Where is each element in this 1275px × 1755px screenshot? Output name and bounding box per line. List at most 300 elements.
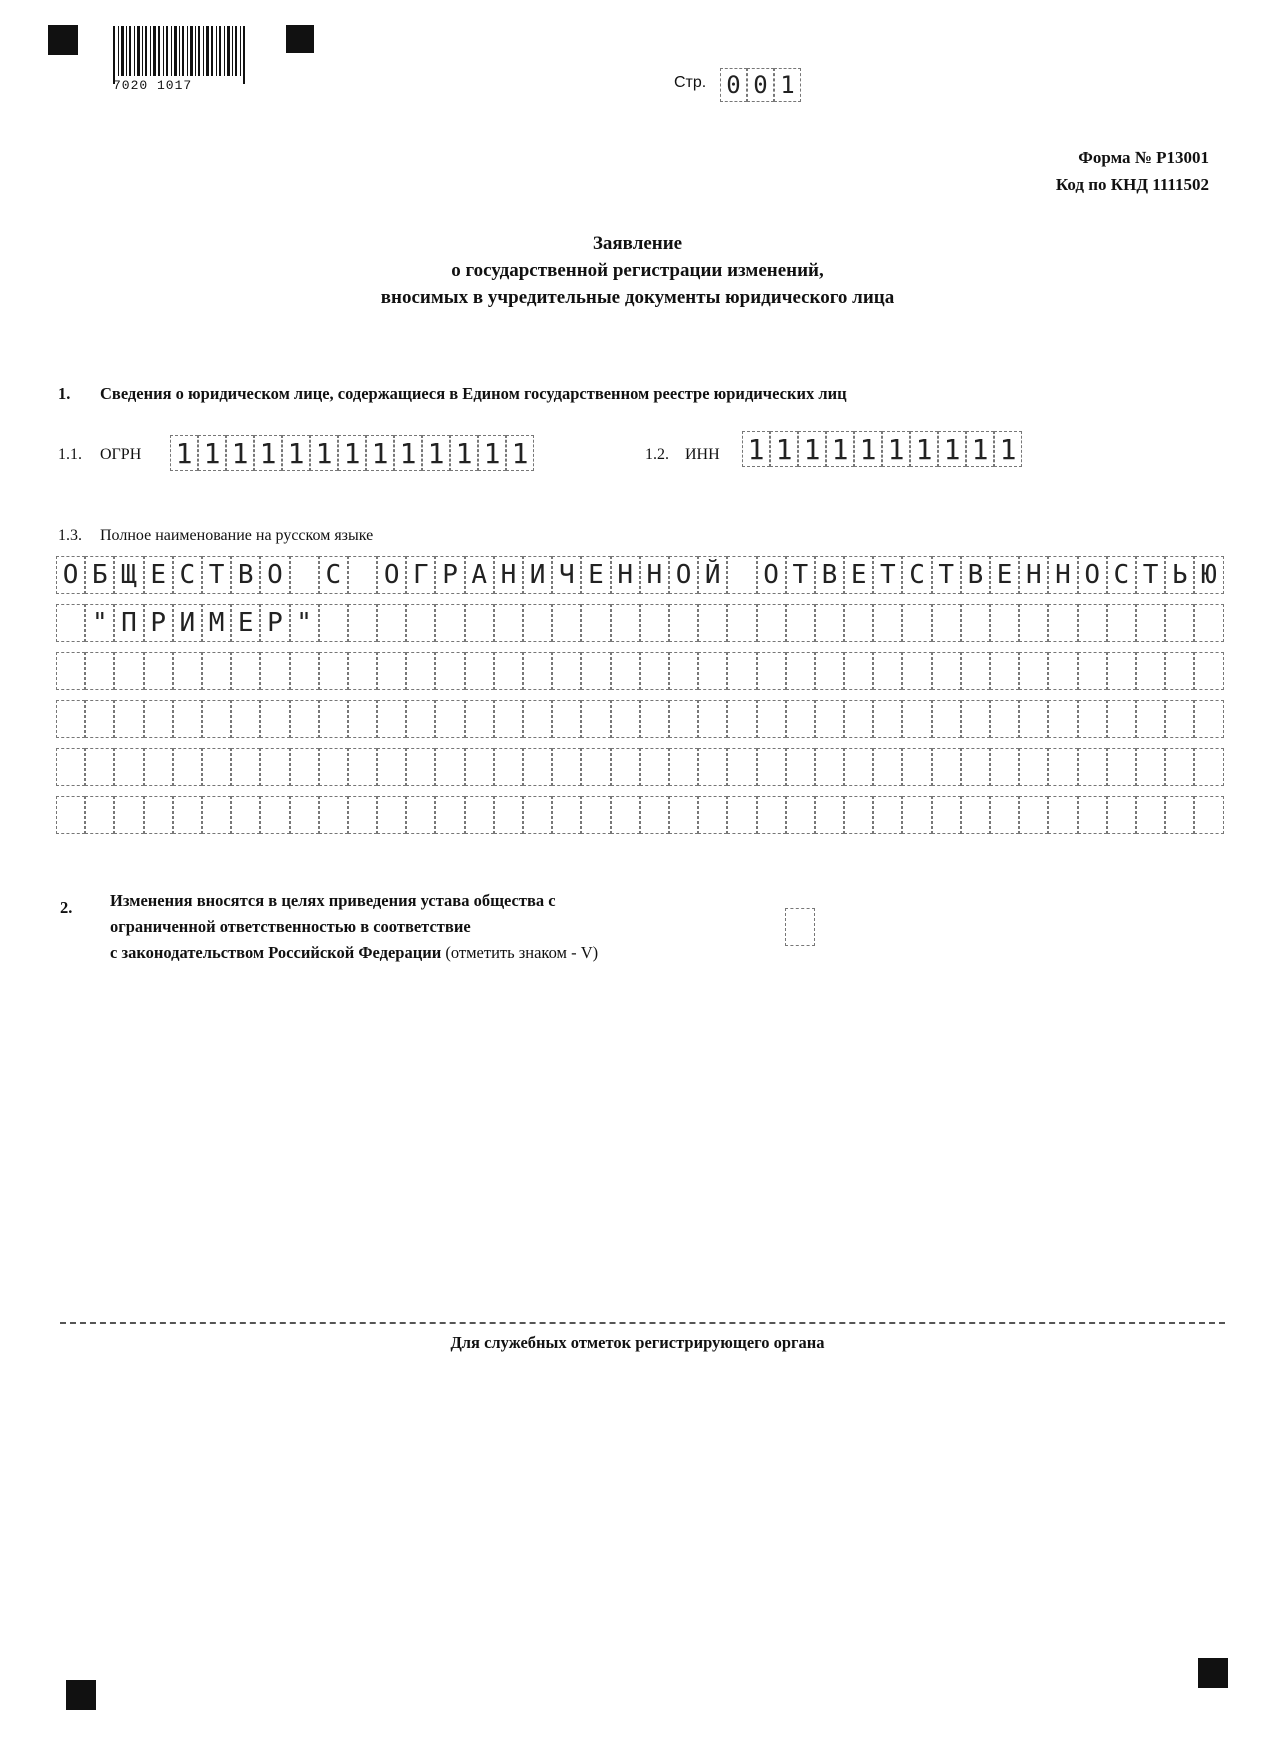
digit-cell[interactable]: 1 — [450, 435, 478, 471]
title-line-1: Заявление — [592, 233, 683, 254]
name-char-cell[interactable]: О — [260, 556, 289, 594]
digit-cell[interactable]: 1 — [394, 435, 422, 471]
name-char-cell[interactable] — [173, 652, 202, 690]
name-char-cell[interactable] — [1078, 652, 1107, 690]
name-row — [56, 748, 1224, 786]
name-char-cell[interactable] — [932, 604, 961, 642]
name-char-cell[interactable] — [523, 604, 552, 642]
name-char-cell[interactable] — [873, 796, 902, 834]
name-char-cell[interactable] — [1019, 748, 1048, 786]
digit-cell[interactable]: 1 — [226, 435, 254, 471]
name-char-cell[interactable] — [319, 748, 348, 786]
digit-cell[interactable]: 1 — [282, 435, 310, 471]
name-char-cell[interactable]: Н — [494, 556, 523, 594]
name-char-cell[interactable] — [611, 700, 640, 738]
name-char-cell[interactable] — [552, 700, 581, 738]
name-char-cell[interactable] — [727, 652, 756, 690]
name-char-cell[interactable] — [114, 748, 143, 786]
name-char-cell[interactable]: В — [961, 556, 990, 594]
name-char-cell[interactable] — [494, 604, 523, 642]
name-char-cell[interactable] — [1048, 700, 1077, 738]
name-char-cell[interactable] — [465, 796, 494, 834]
name-char-cell[interactable] — [1048, 652, 1077, 690]
name-char-cell[interactable] — [494, 748, 523, 786]
name-char-cell[interactable]: С — [1107, 556, 1136, 594]
name-char-cell[interactable]: О — [1078, 556, 1107, 594]
name-char-cell[interactable]: Н — [611, 556, 640, 594]
name-char-cell[interactable] — [990, 652, 1019, 690]
name-char-cell[interactable] — [1136, 652, 1165, 690]
digit-cell[interactable]: 1 — [310, 435, 338, 471]
name-char-cell[interactable] — [494, 652, 523, 690]
digit-cell[interactable]: 1 — [338, 435, 366, 471]
name-char-cell[interactable]: О — [757, 556, 786, 594]
name-char-cell[interactable]: И — [523, 556, 552, 594]
full-name-label: Полное наименование на русском языке — [100, 527, 374, 544]
name-char-cell[interactable]: Б — [85, 556, 114, 594]
name-char-cell[interactable] — [260, 796, 289, 834]
full-name-label-number: 1.3. — [58, 527, 82, 544]
name-char-cell[interactable] — [465, 652, 494, 690]
digit-cell[interactable]: 1 — [882, 431, 910, 467]
name-char-cell[interactable]: Ю — [1194, 556, 1223, 594]
name-char-cell[interactable]: Н — [1019, 556, 1048, 594]
name-char-cell[interactable]: Г — [406, 556, 435, 594]
name-char-cell[interactable] — [56, 700, 85, 738]
name-char-cell[interactable] — [727, 796, 756, 834]
name-char-cell[interactable] — [961, 652, 990, 690]
digit-cell[interactable]: 1 — [422, 435, 450, 471]
name-char-cell[interactable] — [406, 748, 435, 786]
corner-marker-top-right — [286, 25, 314, 53]
name-char-cell[interactable] — [552, 604, 581, 642]
name-char-cell[interactable] — [727, 748, 756, 786]
name-char-cell[interactable] — [669, 652, 698, 690]
ogrn-cells[interactable] — [170, 435, 534, 471]
name-char-cell[interactable] — [290, 652, 319, 690]
name-char-cell[interactable]: Н — [640, 556, 669, 594]
name-char-cell[interactable] — [1078, 748, 1107, 786]
name-char-cell[interactable] — [961, 796, 990, 834]
name-char-cell[interactable] — [990, 748, 1019, 786]
name-char-cell[interactable] — [144, 796, 173, 834]
name-char-cell[interactable] — [290, 748, 319, 786]
name-char-cell[interactable] — [844, 796, 873, 834]
name-char-cell[interactable] — [523, 796, 552, 834]
name-char-cell[interactable] — [406, 796, 435, 834]
name-char-cell[interactable] — [815, 700, 844, 738]
name-char-cell[interactable] — [56, 748, 85, 786]
name-char-cell[interactable]: Й — [698, 556, 727, 594]
name-char-cell[interactable]: Е — [844, 556, 873, 594]
digit-cell[interactable]: 1 — [798, 431, 826, 467]
section-2-line-2: ограниченной ответственностью в соответствие — [110, 917, 471, 936]
name-char-cell[interactable] — [435, 796, 464, 834]
name-char-cell[interactable] — [1048, 748, 1077, 786]
corner-marker-top-left — [48, 25, 78, 55]
name-char-cell[interactable] — [581, 748, 610, 786]
page-number-cells — [720, 68, 801, 102]
name-char-cell[interactable]: Т — [202, 556, 231, 594]
name-char-cell[interactable] — [581, 796, 610, 834]
name-char-cell[interactable]: Ч — [552, 556, 581, 594]
digit-cell[interactable]: 1 — [854, 431, 882, 467]
name-char-cell[interactable] — [757, 796, 786, 834]
name-char-cell[interactable] — [1194, 700, 1223, 738]
page-digit-cell: 1 — [774, 68, 801, 102]
name-char-cell[interactable]: Ь — [1165, 556, 1194, 594]
name-char-cell[interactable]: Р — [144, 604, 173, 642]
name-char-cell[interactable] — [902, 652, 931, 690]
name-char-cell[interactable] — [56, 604, 85, 642]
name-char-cell[interactable] — [757, 652, 786, 690]
name-row — [56, 700, 1224, 738]
name-char-cell[interactable] — [932, 700, 961, 738]
name-char-cell[interactable] — [348, 556, 377, 594]
name-char-cell[interactable] — [932, 748, 961, 786]
digit-cell[interactable]: 1 — [770, 431, 798, 467]
name-char-cell[interactable] — [290, 556, 319, 594]
page-digit-cell: 0 — [720, 68, 747, 102]
name-char-cell[interactable] — [494, 796, 523, 834]
name-char-cell[interactable] — [85, 748, 114, 786]
name-char-cell[interactable] — [523, 652, 552, 690]
knd-code: Код по КНД 1111502 — [1055, 175, 1209, 194]
digit-cell[interactable]: 1 — [826, 431, 854, 467]
name-char-cell[interactable] — [786, 652, 815, 690]
name-char-cell[interactable] — [786, 700, 815, 738]
digit-cell[interactable]: 1 — [170, 435, 198, 471]
digit-cell[interactable]: 1 — [910, 431, 938, 467]
name-char-cell[interactable] — [1019, 652, 1048, 690]
name-char-cell[interactable] — [319, 700, 348, 738]
name-char-cell[interactable] — [990, 796, 1019, 834]
ogrn-label: ОГРН — [100, 446, 142, 463]
name-char-cell[interactable]: " — [85, 604, 114, 642]
name-char-cell[interactable]: Т — [873, 556, 902, 594]
section-2-line-1: Изменения вносятся в целях приведения устава общества с — [110, 891, 556, 910]
name-char-cell[interactable] — [1048, 796, 1077, 834]
name-char-cell[interactable] — [698, 748, 727, 786]
name-char-cell[interactable] — [1107, 604, 1136, 642]
name-char-cell[interactable] — [377, 700, 406, 738]
name-char-cell[interactable] — [581, 604, 610, 642]
name-char-cell[interactable] — [873, 748, 902, 786]
name-char-cell[interactable]: Н — [1048, 556, 1077, 594]
name-char-cell[interactable]: Т — [1136, 556, 1165, 594]
name-char-cell[interactable]: О — [377, 556, 406, 594]
name-char-cell[interactable] — [698, 700, 727, 738]
digit-cell[interactable]: 1 — [742, 431, 770, 467]
name-char-cell[interactable] — [873, 700, 902, 738]
digit-cell[interactable]: 1 — [966, 431, 994, 467]
name-char-cell[interactable] — [377, 748, 406, 786]
name-char-cell[interactable]: В — [815, 556, 844, 594]
name-char-cell[interactable] — [844, 700, 873, 738]
name-char-cell[interactable] — [1078, 700, 1107, 738]
name-char-cell[interactable] — [581, 652, 610, 690]
page-digit-cell: 0 — [747, 68, 774, 102]
name-char-cell[interactable] — [1107, 748, 1136, 786]
name-char-cell[interactable] — [902, 700, 931, 738]
digit-cell[interactable]: 1 — [198, 435, 226, 471]
name-char-cell[interactable] — [85, 652, 114, 690]
name-char-cell[interactable] — [377, 604, 406, 642]
name-char-cell[interactable]: Р — [260, 604, 289, 642]
name-char-cell[interactable] — [173, 748, 202, 786]
name-char-cell[interactable] — [202, 652, 231, 690]
name-char-cell[interactable] — [406, 604, 435, 642]
corner-marker-bottom-right — [1198, 1658, 1228, 1688]
name-char-cell[interactable] — [815, 796, 844, 834]
name-char-cell[interactable]: Е — [990, 556, 1019, 594]
service-label: Для служебных отметок регистрирующего органа — [450, 1333, 825, 1352]
name-char-cell[interactable] — [640, 748, 669, 786]
name-char-cell[interactable]: В — [231, 556, 260, 594]
name-char-cell[interactable] — [348, 604, 377, 642]
inn-cells[interactable] — [742, 431, 1022, 467]
name-char-cell[interactable] — [1136, 700, 1165, 738]
name-char-cell[interactable] — [990, 604, 1019, 642]
name-char-cell[interactable] — [932, 652, 961, 690]
name-char-cell[interactable] — [144, 652, 173, 690]
name-char-cell[interactable] — [85, 796, 114, 834]
name-char-cell[interactable] — [1194, 748, 1223, 786]
name-char-cell[interactable] — [640, 604, 669, 642]
name-char-cell[interactable] — [435, 604, 464, 642]
digit-cell[interactable]: 1 — [366, 435, 394, 471]
name-char-cell[interactable] — [1165, 748, 1194, 786]
name-char-cell[interactable] — [961, 700, 990, 738]
name-char-cell[interactable] — [1107, 700, 1136, 738]
name-char-cell[interactable] — [902, 796, 931, 834]
section-2-text — [110, 888, 598, 966]
section-2-number: 2. — [60, 898, 73, 917]
service-divider — [60, 1322, 1225, 1324]
name-char-cell[interactable] — [698, 604, 727, 642]
name-char-cell[interactable]: Е — [231, 604, 260, 642]
name-char-cell[interactable] — [465, 748, 494, 786]
name-char-cell[interactable]: О — [56, 556, 85, 594]
name-char-cell[interactable]: Е — [144, 556, 173, 594]
name-char-cell[interactable] — [260, 652, 289, 690]
name-char-cell[interactable] — [786, 748, 815, 786]
name-char-cell[interactable] — [552, 796, 581, 834]
name-char-cell[interactable] — [1165, 652, 1194, 690]
name-char-cell[interactable] — [786, 604, 815, 642]
name-char-cell[interactable] — [144, 700, 173, 738]
document-title — [0, 230, 1275, 311]
name-char-cell[interactable] — [202, 748, 231, 786]
name-char-cell[interactable] — [1136, 796, 1165, 834]
name-char-cell[interactable] — [669, 604, 698, 642]
name-char-cell[interactable] — [465, 604, 494, 642]
name-char-cell[interactable] — [727, 604, 756, 642]
name-char-cell[interactable]: С — [319, 556, 348, 594]
name-char-cell[interactable] — [640, 652, 669, 690]
name-row — [56, 796, 1224, 834]
name-char-cell[interactable] — [319, 796, 348, 834]
name-char-cell[interactable] — [815, 652, 844, 690]
name-char-cell[interactable] — [1165, 604, 1194, 642]
name-char-cell[interactable] — [757, 604, 786, 642]
name-char-cell[interactable] — [611, 652, 640, 690]
name-char-cell[interactable] — [494, 700, 523, 738]
name-char-cell[interactable] — [465, 700, 494, 738]
name-char-cell[interactable] — [231, 700, 260, 738]
name-char-cell[interactable]: С — [902, 556, 931, 594]
section-2-checkbox[interactable] — [785, 908, 815, 946]
name-char-cell[interactable] — [815, 604, 844, 642]
name-char-cell[interactable] — [757, 748, 786, 786]
title-line-3: вносимых в учредительные документы юридического лица — [380, 287, 895, 308]
digit-cell[interactable]: 1 — [478, 435, 506, 471]
name-char-cell[interactable] — [377, 796, 406, 834]
name-char-cell[interactable] — [435, 700, 464, 738]
name-char-cell[interactable] — [202, 700, 231, 738]
section-1-number: 1. — [58, 384, 71, 403]
name-char-cell[interactable] — [727, 556, 756, 594]
name-char-cell[interactable] — [231, 652, 260, 690]
name-char-cell[interactable] — [611, 748, 640, 786]
name-char-cell[interactable] — [260, 700, 289, 738]
name-char-cell[interactable]: С — [173, 556, 202, 594]
name-char-cell[interactable] — [114, 700, 143, 738]
name-char-cell[interactable] — [1194, 604, 1223, 642]
corner-marker-bottom-left — [66, 1680, 96, 1710]
name-char-cell[interactable] — [1136, 748, 1165, 786]
name-char-cell[interactable] — [844, 652, 873, 690]
name-char-cell[interactable] — [56, 652, 85, 690]
name-char-cell[interactable] — [348, 796, 377, 834]
name-char-cell[interactable] — [669, 796, 698, 834]
name-char-cell[interactable] — [815, 748, 844, 786]
digit-cell[interactable]: 1 — [994, 431, 1022, 467]
name-char-cell[interactable] — [611, 796, 640, 834]
name-char-cell[interactable] — [786, 796, 815, 834]
name-char-cell[interactable] — [1194, 652, 1223, 690]
name-char-cell[interactable] — [932, 796, 961, 834]
name-char-cell[interactable] — [406, 652, 435, 690]
name-char-cell[interactable] — [640, 796, 669, 834]
name-char-cell[interactable] — [1048, 604, 1077, 642]
name-char-cell[interactable] — [319, 652, 348, 690]
name-char-cell[interactable] — [231, 748, 260, 786]
name-char-cell[interactable] — [1165, 796, 1194, 834]
name-char-cell[interactable] — [173, 700, 202, 738]
name-char-cell[interactable] — [290, 700, 319, 738]
form-number: Форма № Р13001 — [1078, 148, 1209, 167]
name-char-cell[interactable] — [640, 700, 669, 738]
name-char-cell[interactable] — [698, 796, 727, 834]
name-char-cell[interactable] — [1019, 700, 1048, 738]
name-char-cell[interactable] — [844, 748, 873, 786]
name-char-cell[interactable] — [435, 748, 464, 786]
name-char-cell[interactable] — [406, 700, 435, 738]
name-char-cell[interactable] — [611, 604, 640, 642]
name-char-cell[interactable] — [902, 748, 931, 786]
name-char-cell[interactable] — [873, 652, 902, 690]
name-char-cell[interactable] — [290, 796, 319, 834]
name-char-cell[interactable] — [552, 748, 581, 786]
name-char-cell[interactable] — [552, 652, 581, 690]
name-char-cell[interactable] — [844, 604, 873, 642]
name-char-cell[interactable] — [902, 604, 931, 642]
name-char-cell[interactable]: Т — [786, 556, 815, 594]
name-char-cell[interactable] — [85, 700, 114, 738]
section-2-line-3: с законодательством Российской Федерации — [110, 943, 442, 962]
name-char-cell[interactable]: Р — [435, 556, 464, 594]
name-char-cell[interactable] — [377, 652, 406, 690]
name-char-cell[interactable]: И — [173, 604, 202, 642]
name-char-cell[interactable]: П — [114, 604, 143, 642]
name-char-cell[interactable] — [348, 748, 377, 786]
name-char-cell[interactable] — [144, 748, 173, 786]
name-char-cell[interactable] — [990, 700, 1019, 738]
name-char-cell[interactable] — [1078, 796, 1107, 834]
name-char-cell[interactable] — [348, 652, 377, 690]
name-char-cell[interactable] — [1107, 652, 1136, 690]
name-char-cell[interactable] — [202, 796, 231, 834]
name-char-cell[interactable] — [1078, 604, 1107, 642]
name-char-cell[interactable] — [669, 748, 698, 786]
name-char-cell[interactable] — [173, 796, 202, 834]
name-char-cell[interactable] — [961, 604, 990, 642]
name-char-cell[interactable]: О — [669, 556, 698, 594]
name-char-cell[interactable] — [231, 796, 260, 834]
barcode-number: 7020 1017 — [113, 78, 193, 93]
name-char-cell[interactable]: Т — [932, 556, 961, 594]
name-char-cell[interactable] — [1019, 796, 1048, 834]
name-char-cell[interactable]: " — [290, 604, 319, 642]
name-char-cell[interactable] — [873, 604, 902, 642]
page-label: Стр. — [674, 74, 707, 91]
name-char-cell[interactable] — [435, 652, 464, 690]
name-char-cell[interactable]: М — [202, 604, 231, 642]
name-row — [56, 604, 1224, 642]
digit-cell[interactable]: 1 — [938, 431, 966, 467]
title-line-2: о государственной регистрации изменений, — [451, 260, 824, 281]
name-char-cell[interactable] — [523, 748, 552, 786]
name-char-cell[interactable] — [727, 700, 756, 738]
name-char-cell[interactable] — [114, 652, 143, 690]
name-char-cell[interactable] — [1165, 700, 1194, 738]
ogrn-label-number: 1.1. — [58, 446, 82, 463]
name-char-cell[interactable] — [319, 604, 348, 642]
name-char-cell[interactable] — [1194, 796, 1223, 834]
name-char-cell[interactable]: Е — [581, 556, 610, 594]
name-char-cell[interactable] — [757, 700, 786, 738]
digit-cell[interactable]: 1 — [254, 435, 282, 471]
section-2-note: (отметить знаком - V) — [445, 943, 599, 962]
name-char-cell[interactable] — [114, 796, 143, 834]
name-char-cell[interactable] — [1107, 796, 1136, 834]
name-char-cell[interactable] — [1136, 604, 1165, 642]
name-char-cell[interactable]: А — [465, 556, 494, 594]
name-char-cell[interactable]: Щ — [114, 556, 143, 594]
barcode-icon — [113, 26, 248, 84]
name-char-cell[interactable] — [348, 700, 377, 738]
digit-cell[interactable]: 1 — [506, 435, 534, 471]
name-char-cell[interactable] — [961, 748, 990, 786]
name-char-cell[interactable] — [669, 700, 698, 738]
name-char-cell[interactable] — [581, 700, 610, 738]
name-char-cell[interactable] — [56, 796, 85, 834]
name-char-cell[interactable] — [523, 700, 552, 738]
name-char-cell[interactable] — [698, 652, 727, 690]
name-char-cell[interactable] — [1019, 604, 1048, 642]
name-char-cell[interactable] — [260, 748, 289, 786]
